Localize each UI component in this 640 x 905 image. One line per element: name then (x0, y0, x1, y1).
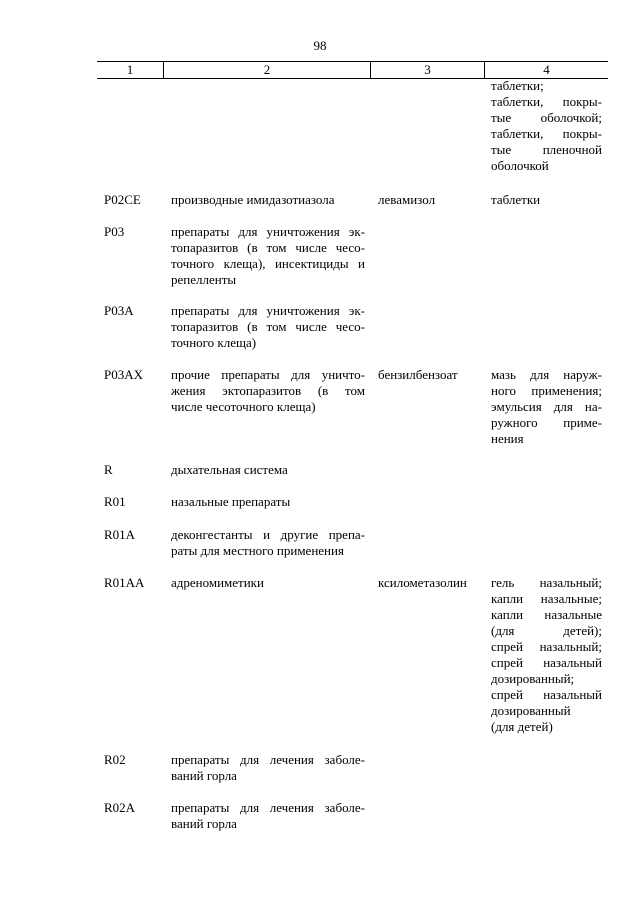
anatomical-group-cell-line: препараты для лечения заболе- (171, 800, 365, 815)
header-col-4: 4 (543, 62, 550, 77)
dosage-form-cell-line: таблетки; (491, 78, 544, 93)
page-number: 98 (313, 38, 327, 53)
atc-code-cell: R01AA (104, 575, 145, 590)
atc-code-cell: P03 (104, 224, 125, 239)
dosage-form-cell-line: капли назальные (491, 607, 602, 622)
anatomical-group-cell (171, 367, 365, 415)
anatomical-group-cell-line: ваний горла (171, 816, 237, 831)
anatomical-group-cell-line: жения эктопаразитов (в том (171, 383, 365, 398)
dosage-form-cell (491, 78, 602, 174)
anatomical-group-cell (171, 752, 365, 784)
dosage-form-cell (491, 575, 602, 735)
atc-code-cell: P03A (104, 303, 134, 318)
header-col-1: 1 (97, 62, 164, 78)
atc-code-cell: R02 (104, 752, 126, 767)
atc-code-cell: P03AX (104, 367, 144, 382)
dosage-form-cell-line: (для детей); (491, 623, 602, 638)
anatomical-group-cell-line: адреномиметики (171, 575, 264, 590)
dosage-form-cell-line: нения (491, 431, 524, 446)
anatomical-group-cell-line: назальные препараты (171, 494, 291, 509)
dosage-form-cell-line: тые пленочной (491, 142, 602, 157)
dosage-form-cell-line: спрей назальный (491, 687, 602, 702)
header-col-3: 3 (371, 62, 485, 78)
drug-name-cell: левамизол (378, 192, 436, 207)
anatomical-group-cell (171, 224, 365, 288)
anatomical-group-cell-line: дыхательная система (171, 462, 288, 477)
dosage-form-cell-line: таблетки, покры- (491, 94, 602, 109)
atc-code-cell: P02CE (104, 192, 141, 207)
dosage-form-cell (491, 192, 602, 208)
anatomical-group-cell-line: топаразитов (в том числе чесо- (171, 319, 365, 334)
dosage-form-cell-line: (для детей) (491, 719, 553, 734)
table-header (97, 61, 608, 79)
atc-code-cell: R02A (104, 800, 136, 815)
dosage-form-cell-line: спрей назальный (491, 655, 602, 670)
anatomical-group-cell (171, 192, 365, 208)
dosage-form-cell-line: спрей назальный; (491, 639, 602, 654)
anatomical-group-cell-line: препараты для уничтожения эк- (171, 224, 365, 239)
dosage-form-cell-line: капли назальные; (491, 591, 602, 606)
atc-code-cell: R01 (104, 494, 126, 509)
anatomical-group-cell-line: числе чесоточного клеща) (171, 399, 316, 414)
atc-code-cell: R01A (104, 527, 136, 542)
anatomical-group-cell (171, 800, 365, 832)
dosage-form-cell-line: таблетки (491, 192, 541, 207)
anatomical-group-cell-line: точного клеща) (171, 335, 257, 350)
header-col-2: 2 (164, 62, 371, 78)
anatomical-group-cell-line: топаразитов (в том числе чесо- (171, 240, 365, 255)
anatomical-group-cell-line: прочие препараты для уничто- (171, 367, 365, 382)
dosage-form-cell (491, 367, 602, 447)
dosage-form-cell-line: эмульсия для на- (491, 399, 602, 414)
dosage-form-cell-line: дозированный (491, 703, 571, 718)
anatomical-group-cell-line: препараты для лечения заболе- (171, 752, 365, 767)
dosage-form-cell-line: ного применения; (491, 383, 602, 398)
dosage-form-cell-line: тые оболочкой; (491, 110, 602, 125)
anatomical-group-cell (171, 494, 365, 510)
drug-name-cell: ксилометазолин (378, 575, 467, 590)
anatomical-group-cell (171, 575, 365, 591)
atc-code-cell: R (104, 462, 113, 477)
dosage-form-cell-line: таблетки, покры- (491, 126, 602, 141)
dosage-form-cell-line: ружного приме- (491, 415, 602, 430)
dosage-form-cell-line: мазь для наруж- (491, 367, 602, 382)
anatomical-group-cell-line: ваний горла (171, 768, 237, 783)
anatomical-group-cell (171, 527, 365, 559)
anatomical-group-cell-line: раты для местного применения (171, 543, 344, 558)
anatomical-group-cell (171, 303, 365, 351)
anatomical-group-cell (171, 462, 365, 478)
dosage-form-cell-line: дозированный; (491, 671, 575, 686)
anatomical-group-cell-line: репелленты (171, 272, 237, 287)
dosage-form-cell-line: оболочкой (491, 158, 549, 173)
drug-name-cell: бензилбензоат (378, 367, 458, 382)
anatomical-group-cell-line: производные имидазотиазола (171, 192, 335, 207)
dosage-form-cell-line: гель назальный; (491, 575, 602, 590)
anatomical-group-cell-line: точного клеща), инсектициды и (171, 256, 365, 271)
anatomical-group-cell-line: деконгестанты и другие препа- (171, 527, 365, 542)
anatomical-group-cell-line: препараты для уничтожения эк- (171, 303, 365, 318)
